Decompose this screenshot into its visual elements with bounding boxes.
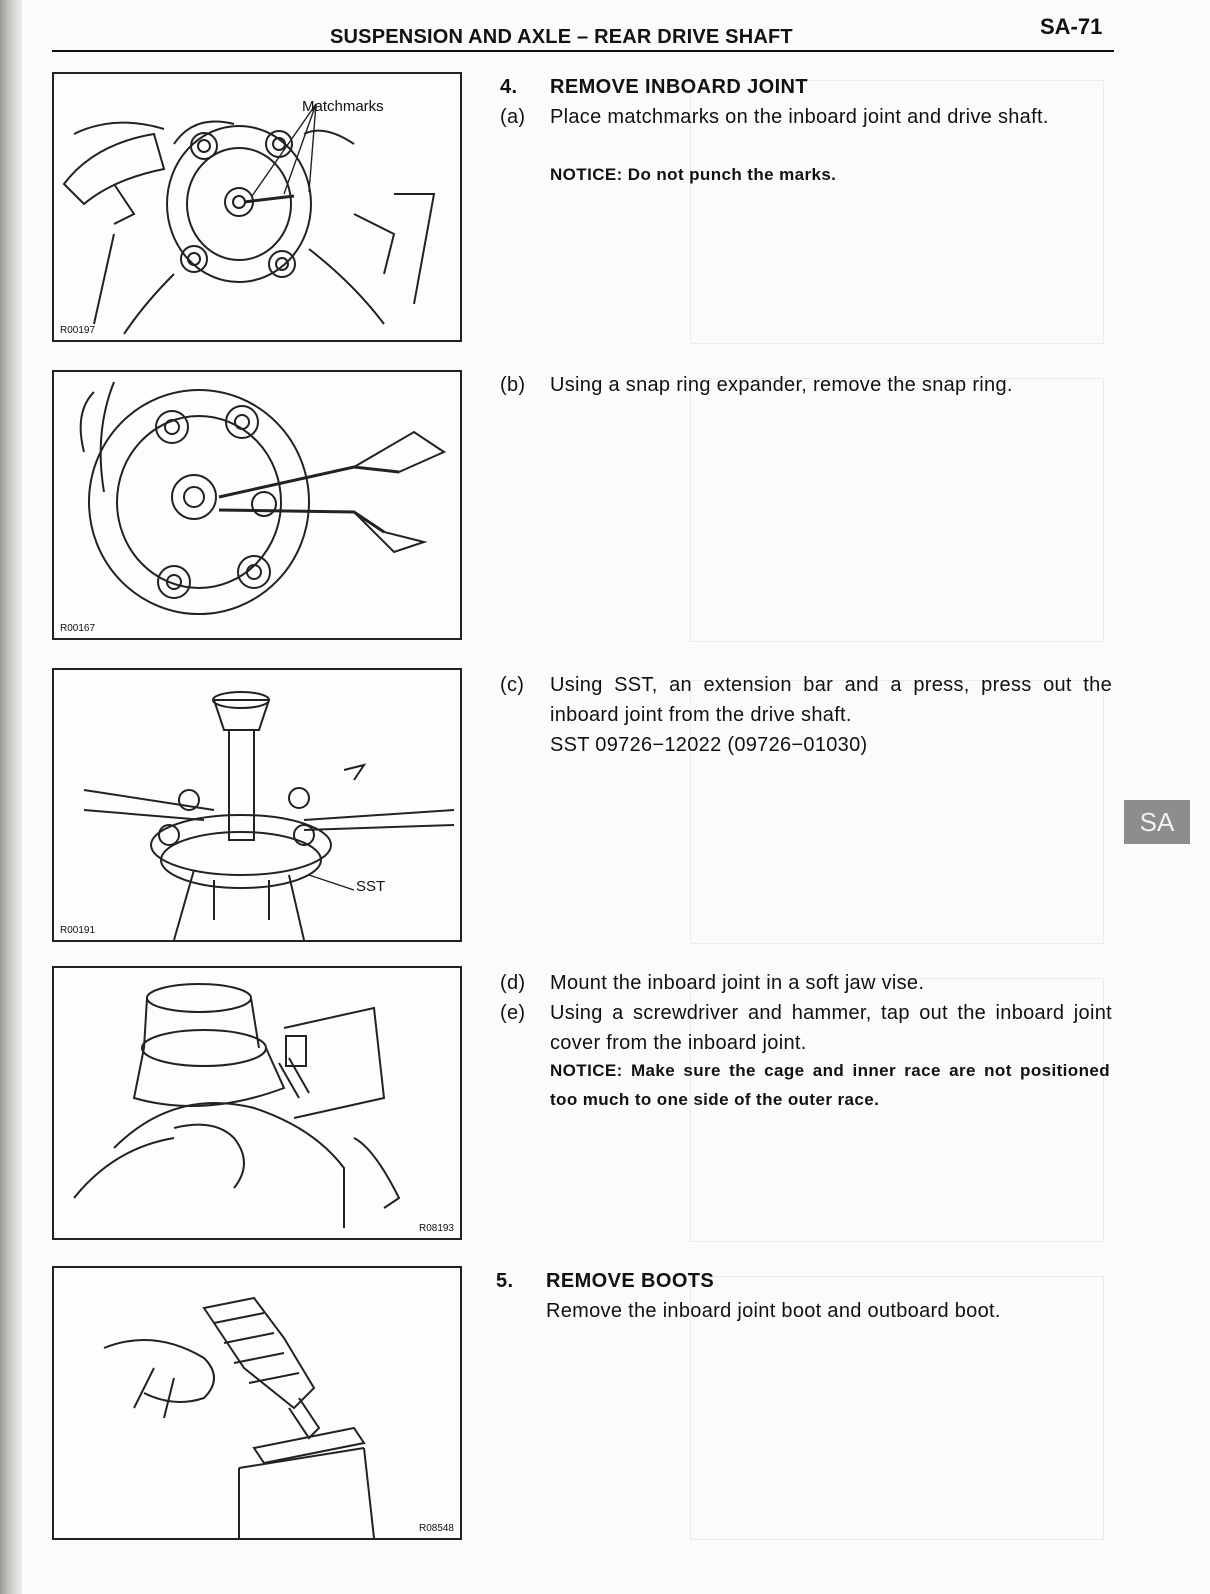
instruction-a (500, 102, 1112, 162)
instruction-b (500, 370, 1112, 400)
snap-ring-expander-illustration (54, 372, 460, 638)
item-letter: (a) (500, 106, 526, 128)
figure-code: R00191 (60, 925, 96, 936)
sst-callout: SST (356, 878, 386, 895)
item-letter: (b) (500, 374, 526, 396)
step-number: 5. (496, 1270, 514, 1292)
figure-code: R08193 (418, 1223, 454, 1234)
figure-matchmarks (52, 72, 462, 342)
instruction-c (500, 670, 1112, 730)
figure-code: R00167 (60, 623, 96, 634)
item-letter: (d) (500, 972, 526, 994)
step-4-heading (500, 72, 1120, 102)
bleed-through-figure (690, 378, 1104, 642)
instruction-e (500, 998, 1112, 1058)
press-out-joint-illustration (54, 670, 460, 940)
step-title: REMOVE BOOTS (546, 1270, 715, 1292)
page-number: SA-71 (1040, 14, 1103, 39)
notice-e: NOTICE: Make sure the cage and inner race are not positioned too much to one side of the outer race. (550, 1061, 1110, 1109)
figure-code: R08548 (418, 1523, 454, 1534)
figure-snap-ring (52, 370, 462, 640)
figure-remove-boots (52, 1266, 462, 1540)
step-5-heading (496, 1266, 1116, 1296)
item-text: Using a snap ring expander, remove the snap ring. (550, 374, 1013, 396)
instruction-d (500, 968, 1112, 998)
joint-matchmarks-illustration (54, 74, 460, 340)
remove-boots-illustration (54, 1268, 460, 1538)
figure-press-sst (52, 668, 462, 942)
notice-a: NOTICE: Do not punch the marks. (550, 165, 837, 184)
step-number: 4. (500, 76, 518, 98)
item-text: Using SST, an extension bar and a press, press out the inboard joint from the drive shaft. (550, 674, 1112, 726)
item-text: Mount the inboard joint in a soft jaw vise. (550, 972, 925, 994)
item-text: Using a screwdriver and hammer, tap out the inboard joint cover from the inboard joint. (550, 1002, 1112, 1054)
item-text: Place matchmarks on the inboard joint and drive shaft. (550, 106, 1049, 128)
section-header-title: SUSPENSION AND AXLE – REAR DRIVE SHAFT (330, 26, 793, 48)
item-letter: (e) (500, 1002, 526, 1024)
step-title: REMOVE INBOARD JOINT (550, 76, 809, 98)
sst-part-number: SST 09726−12022 (09726−01030) (550, 734, 868, 756)
header-rule (52, 50, 1114, 52)
matchmarks-callout: Matchmarks (302, 98, 384, 115)
figure-code: R00197 (60, 325, 96, 336)
item-letter: (c) (500, 674, 525, 696)
instruction-remove-boots: Remove the inboard joint boot and outboard boot. (546, 1300, 1001, 1322)
section-tab: SA (1124, 800, 1190, 844)
vise-screwdriver-illustration (54, 968, 460, 1238)
page-binding-shadow (0, 0, 22, 1594)
figure-vise-screwdriver (52, 966, 462, 1240)
